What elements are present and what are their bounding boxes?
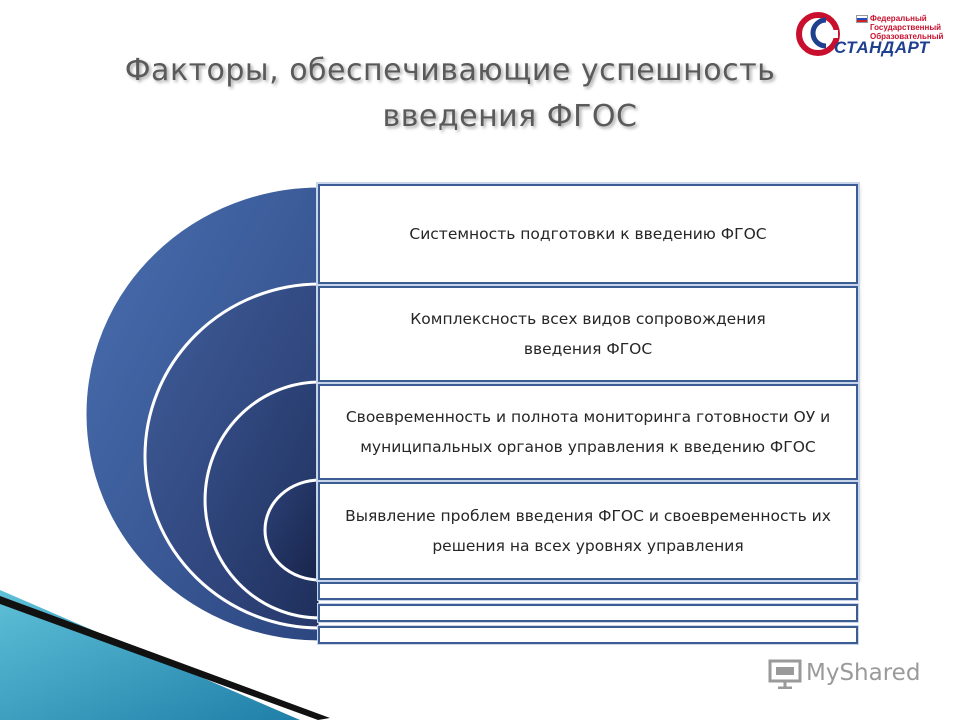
empty-strip-2 (318, 604, 858, 622)
factor-text-3: Своевременность и полнота мониторинга готовности ОУ и муниципальных органов управления к введению ФГОС (345, 408, 831, 456)
logo-line-3: Образовательный (870, 32, 944, 41)
empty-strip-3 (318, 626, 858, 644)
logo-line-1: Федеральный (870, 14, 927, 23)
factor-text-1: Системность подготовки к введению ФГОС (409, 225, 767, 243)
slide-title-line-2: введения ФГОС (382, 99, 638, 134)
logo-line-2: Государственный (870, 23, 942, 32)
factor-text-4: Выявление проблем введения ФГОС и своевременность их решения на всех уровнях управления (345, 507, 831, 555)
factor-box-4 (318, 482, 858, 580)
empty-strip-1 (318, 582, 858, 600)
slide-title-line-1: Факторы, обеспечивающие успешность (124, 53, 776, 88)
factor-text-2: Комплексность всех видов сопровождения введения ФГОС (410, 310, 766, 358)
watermark-text: MyShared (806, 660, 921, 686)
logo-brand: СТАНДАРТ (834, 38, 930, 57)
factor-box-1 (318, 184, 858, 284)
factor-box-2 (318, 286, 858, 382)
factor-box-3 (318, 384, 858, 480)
presentation-icon (768, 659, 802, 689)
